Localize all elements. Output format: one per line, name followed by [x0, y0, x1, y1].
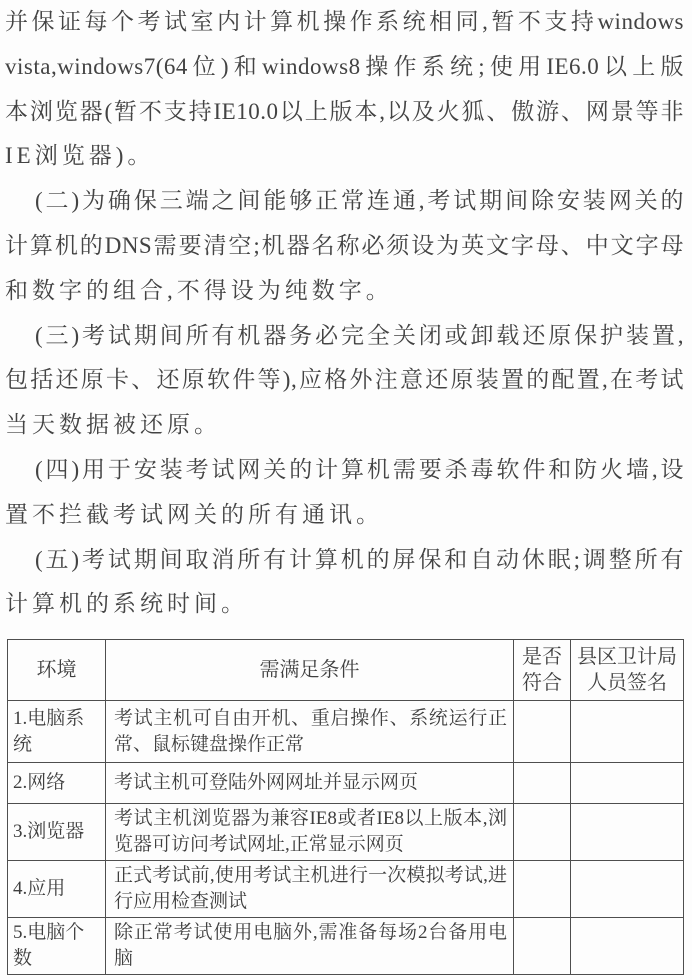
text-line: 本浏览器(暂不支持IE10.0以上版本,以及火狐、傲游、网景等非	[5, 98, 684, 124]
text-line: (五)考试期间取消所有计算机的屏保和自动休眠;调整所有	[35, 546, 684, 572]
table-row	[8, 918, 684, 975]
cell-environment: 2.网络	[8, 763, 106, 804]
cell-signature	[571, 701, 684, 763]
text-line: 当天数据被还原。	[5, 412, 221, 438]
cell-condition: 正式考试前,使用考试主机进行一次模拟考试,进行应用检查测试	[106, 861, 514, 918]
cell-condition: 除正常考试使用电脑外,需准备每场2台备用电脑	[106, 918, 514, 975]
table-header-row	[8, 640, 684, 701]
text-line: (三)考试期间所有机器务必完全关闭或卸载还原保护装置,	[35, 322, 684, 348]
text-line: vista,windows7(64位)和windows8操作系统;使用IE6.0以上版	[5, 53, 684, 79]
text-line: (二)为确保三端之间能够正常连通,考试期间除安装网关的	[35, 188, 684, 214]
cell-compliant	[514, 701, 571, 763]
cell-signature	[571, 763, 684, 804]
cell-environment: 1.电脑系统	[8, 701, 106, 763]
text-line: 置不拦截考试网关的所有通讯。	[5, 501, 383, 527]
table-row	[8, 763, 684, 804]
cell-environment: 3.浏览器	[8, 804, 106, 861]
cell-environment: 5.电脑个数	[8, 918, 106, 975]
text-line: 和数字的组合,不得设为纯数字。	[5, 277, 393, 303]
cell-compliant	[514, 804, 571, 861]
cell-compliant	[514, 918, 571, 975]
column-header-signature: 县区卫计局人员签名	[571, 640, 684, 701]
text-line: 包括还原卡、还原软件等),应格外注意还原装置的配置,在考试	[5, 367, 684, 393]
column-header-compliant: 是否符合	[514, 640, 571, 701]
text-line: 并保证每个考试室内计算机操作系统相同,暂不支持windows	[5, 9, 684, 34]
cell-condition: 考试主机浏览器为兼容IE8或者IE8以上版本,浏览器可访问考试网址,正常显示网页	[106, 804, 514, 861]
column-header-conditions: 需满足条件	[106, 640, 514, 701]
text-line: (四)用于安装考试网关的计算机需要杀毒软件和防火墙,设	[35, 456, 684, 482]
cell-compliant	[514, 763, 571, 804]
table-row	[8, 701, 684, 763]
table-row	[8, 861, 684, 918]
cell-signature	[571, 804, 684, 861]
table-row	[8, 804, 684, 861]
text-line: 计算机的DNS需要清空;机器名称必须设为英文字母、中文字母	[5, 232, 684, 258]
column-header-environment: 环境	[8, 640, 106, 701]
cell-condition: 考试主机可自由开机、重启操作、系统运行正常、鼠标键盘操作正常	[106, 701, 514, 763]
cell-compliant	[514, 861, 571, 918]
cell-signature	[571, 918, 684, 975]
cell-environment: 4.应用	[8, 861, 106, 918]
cell-signature	[571, 861, 684, 918]
text-line: IE浏览器)。	[5, 143, 155, 169]
text-line: 计算机的系统时间。	[5, 591, 248, 617]
cell-condition: 考试主机可登陆外网网址并显示网页	[106, 763, 514, 804]
environment-requirements-table	[7, 639, 684, 975]
